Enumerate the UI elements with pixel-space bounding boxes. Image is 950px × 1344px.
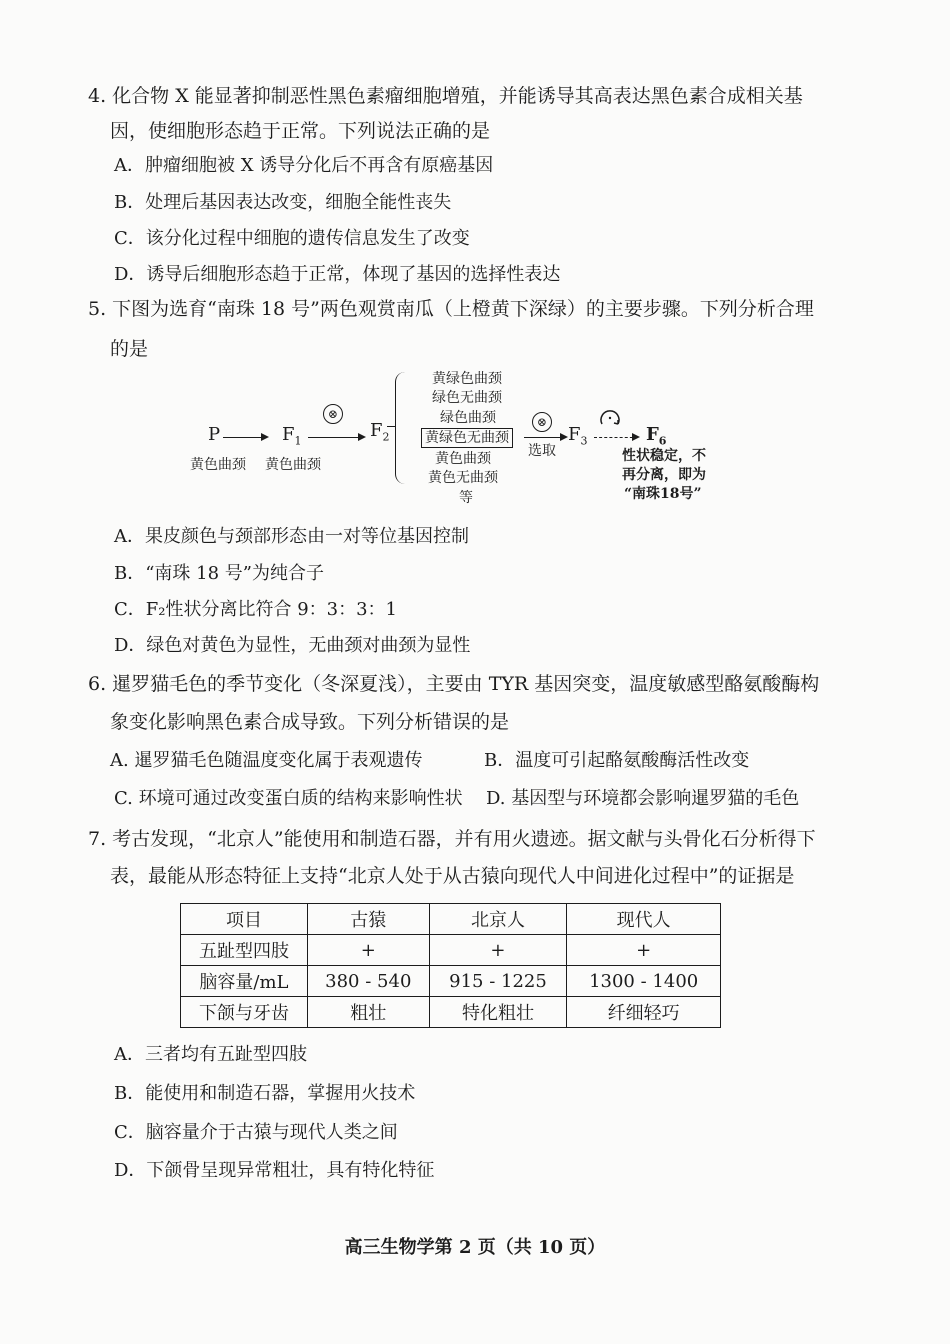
- label-f3: $F_3$: [568, 424, 588, 448]
- table-cell: +: [307, 935, 429, 966]
- f2-type-5: 黄色曲颈: [435, 451, 491, 467]
- table-row: [181, 935, 721, 966]
- q7-option-d: D．下颌骨呈现异常粗壮，具有特化特征: [114, 1160, 435, 1181]
- table-cell: 粗壮: [307, 997, 429, 1028]
- q5-stem-line1: 5. 下图为选育“南珠 18 号”两色观赏南瓜（上橙黄下深绿）的主要步骤。下列分析合理: [88, 298, 814, 320]
- f6-note-2: 再分离，即为: [622, 467, 706, 483]
- brace-tip: [387, 426, 395, 427]
- q6-option-d: D. 基因型与环境都会影响暹罗猫的毛色: [486, 788, 800, 809]
- q5-option-b: B．“南珠 18 号”为纯合子: [114, 563, 324, 584]
- self-cross-symbol-1: ⊗: [323, 404, 343, 424]
- arrow-f3-f6: [594, 437, 638, 438]
- self-cross-symbol-2: ⊗: [532, 412, 552, 432]
- q7-option-c: C．脑容量介于古猿与现代人类之间: [114, 1122, 398, 1143]
- f2-type-etc: 等: [459, 490, 473, 506]
- f2-type-2: 绿色无曲颈: [432, 390, 502, 406]
- table-row: [181, 966, 721, 997]
- q7-stem-line1: 7. 考古发现，“北京人”能使用和制造石器，并有用火遗迹。据文献与头骨化石分析得下: [88, 828, 816, 850]
- f2-type-selected: 黄绿色无曲颈: [421, 428, 513, 448]
- table-header: 现代人: [567, 904, 721, 935]
- q6-option-b: B．温度可引起酪氨酸酶活性改变: [484, 750, 750, 771]
- q4-option-c: C．该分化过程中细胞的遗传信息发生了改变: [114, 228, 470, 249]
- q6-stem-line2: 象变化影响黑色素合成导致。下列分析错误的是: [110, 711, 510, 733]
- f2-type-3: 绿色曲颈: [440, 410, 496, 426]
- q5-option-c: C．F₂性状分离比符合 9：3：3：1: [114, 599, 398, 620]
- f2-type-6: 黄色无曲颈: [428, 470, 498, 486]
- q6-option-c: C. 环境可通过改变蛋白质的结构来影响性状: [114, 788, 463, 809]
- table-cell: 915 - 1225: [429, 966, 567, 997]
- q5-option-a: A．果皮颜色与颈部形态由一对等位基因控制: [114, 526, 469, 547]
- table-cell: 1300 - 1400: [567, 966, 721, 997]
- q5-stem-line2: 的是: [110, 338, 149, 360]
- table-cell: 下颌与牙齿: [181, 997, 308, 1028]
- q4-stem-line2: 因，使细胞形态趋于正常。下列说法正确的是: [110, 120, 491, 142]
- f2-brace: [395, 372, 408, 484]
- q4-option-b: B．处理后基因表达改变，细胞全能性丧失: [114, 192, 452, 213]
- select-label: 选取: [528, 443, 556, 459]
- repeat-self-cross-icon: [598, 408, 624, 430]
- table-cell: 五趾型四肢: [181, 935, 308, 966]
- table-cell: +: [567, 935, 721, 966]
- q4-stem-line1: 4. 化合物 X 能显著抑制恶性黑色素瘤细胞增殖，并能诱导其高表达黑色素合成相关基: [88, 85, 803, 107]
- q7-option-b: B．能使用和制造石器，掌握用火技术: [114, 1083, 416, 1104]
- table-cell: 特化粗壮: [429, 997, 567, 1028]
- table-header-row: [181, 904, 721, 935]
- hominid-comparison-table: [180, 903, 721, 1028]
- table-header: 北京人: [429, 904, 567, 935]
- table-cell: 脑容量/mL: [181, 966, 308, 997]
- arrow-f1-f2: [308, 437, 364, 438]
- table-cell: +: [429, 935, 567, 966]
- table-header: 古猿: [307, 904, 429, 935]
- label-f2: $F_2$: [370, 420, 390, 444]
- arrow-p-f1: [223, 437, 267, 438]
- table-header: 项目: [181, 904, 308, 935]
- f6-note-1: 性状稳定，不: [622, 448, 706, 464]
- f6-note-3: “南珠18号”: [624, 486, 702, 502]
- p-phenotype: 黄色曲颈: [190, 457, 246, 473]
- f2-type-1: 黄绿色曲颈: [432, 371, 502, 387]
- page-footer: 高三生物学第 2 页（共 10 页）: [344, 1237, 606, 1258]
- q6-stem-line1: 6. 暹罗猫毛色的季节变化（冬深夏浅），主要由 TYR 基因突变，温度敏感型酪氨酸酶构: [88, 673, 820, 695]
- table-cell: 纤细轻巧: [567, 997, 721, 1028]
- table-cell: 380 - 540: [307, 966, 429, 997]
- q5-option-d: D．绿色对黄色为显性，无曲颈对曲颈为显性: [114, 635, 471, 656]
- label-f6: $F_6$: [646, 424, 667, 448]
- f1-phenotype: 黄色曲颈: [265, 457, 321, 473]
- q4-option-a: A．肿瘤细胞被 X 诱导分化后不再含有原癌基因: [114, 155, 494, 176]
- q7-stem-line2: 表，最能从形态特征上支持“北京人处于从古猿向现代人中间进化过程中”的证据是: [110, 865, 795, 887]
- q4-option-d: D．诱导后细胞形态趋于正常，体现了基因的选择性表达: [114, 264, 561, 285]
- q6-option-a: A. 暹罗猫毛色随温度变化属于表观遗传: [110, 750, 423, 771]
- q7-option-a: A．三者均有五趾型四肢: [114, 1044, 307, 1065]
- table-row: [181, 997, 721, 1028]
- breeding-diagram: [190, 368, 750, 513]
- label-p: P: [208, 424, 221, 445]
- arrow-f2-f3: [524, 437, 566, 438]
- label-f1: $F_1$: [282, 424, 302, 448]
